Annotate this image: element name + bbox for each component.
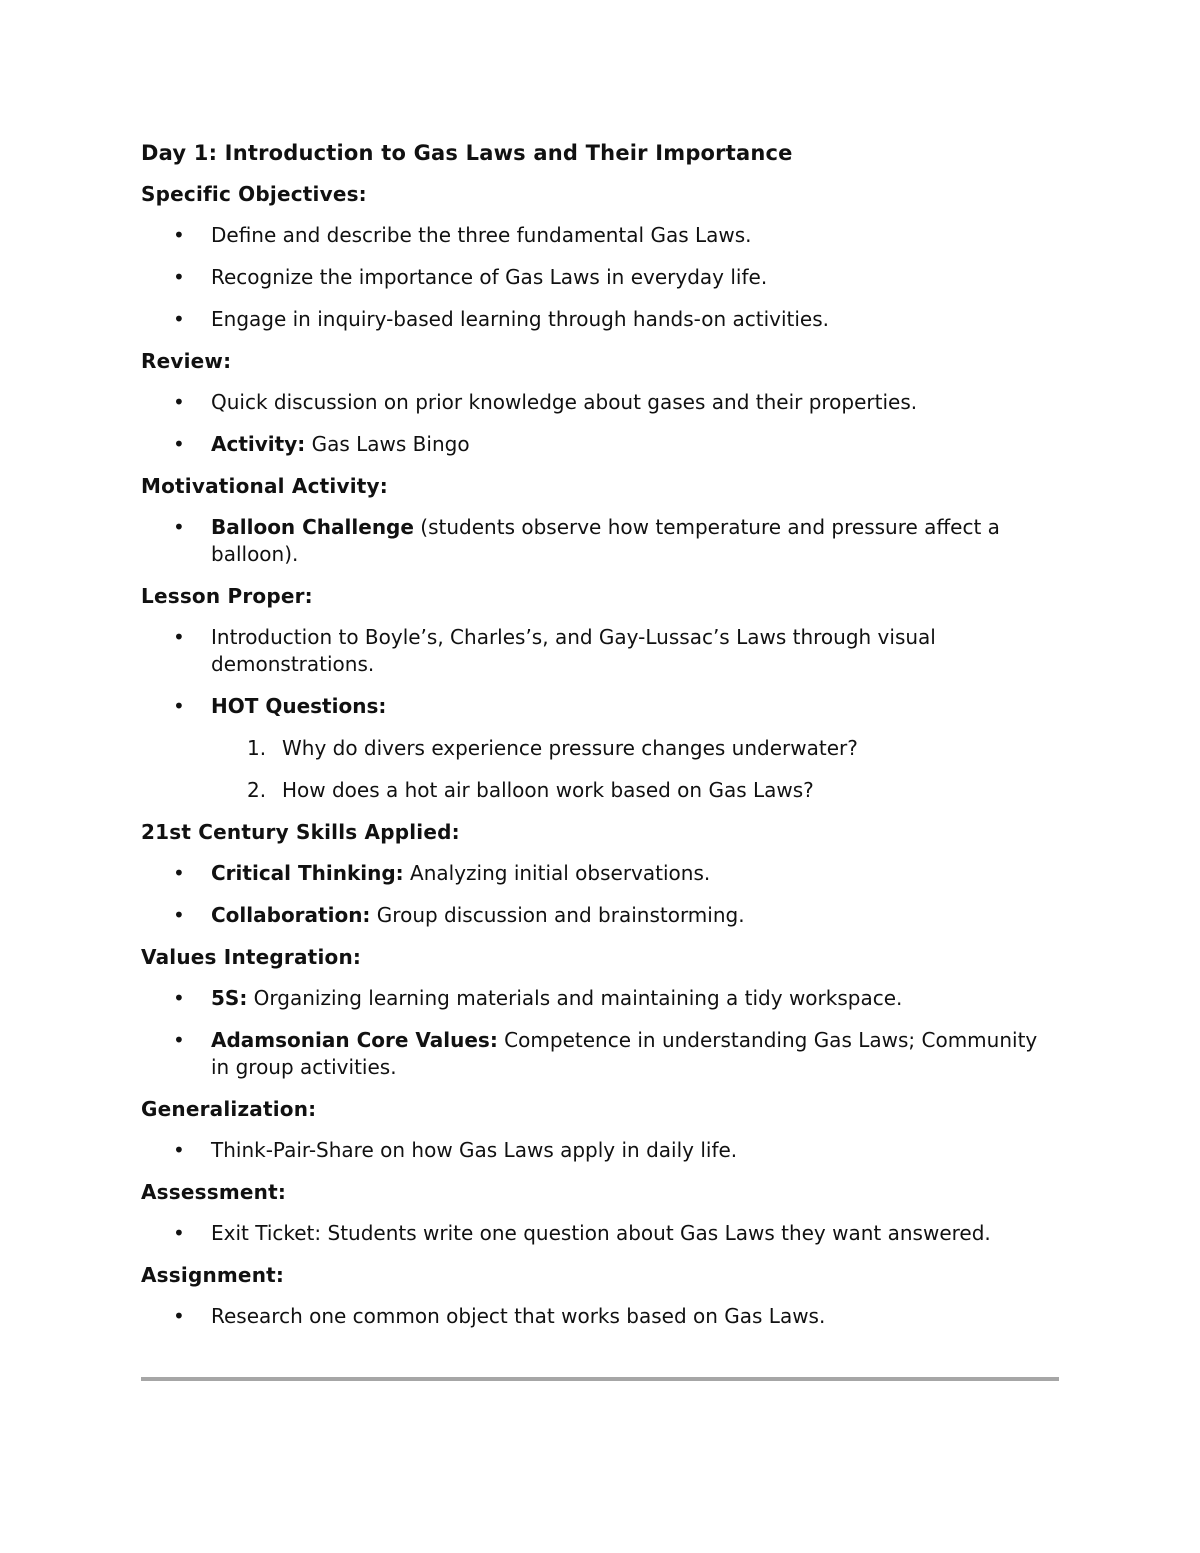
lesson-heading: Lesson Proper:: [141, 584, 313, 608]
list-item: [141, 902, 1059, 929]
item-text: Gas Laws Bingo: [305, 432, 470, 456]
list-item: • Quick discussion on prior knowledge about gases and their properties.: [141, 389, 1059, 416]
objectives-heading: Specific Objectives:: [141, 182, 367, 206]
list-item: [141, 693, 1059, 804]
item-text: Organizing learning materials and maintaining a tidy workspace.: [247, 986, 903, 1010]
values-list: [141, 985, 1059, 1081]
horizontal-rule: [141, 1377, 1059, 1381]
item-text: How does a hot air balloon work based on Gas Laws?: [282, 778, 814, 802]
list-item: [141, 1027, 1059, 1081]
assessment-heading: Assessment:: [141, 1180, 287, 1204]
assignment-heading: Assignment:: [141, 1263, 285, 1287]
skills-list: [141, 860, 1059, 929]
lesson-list: [141, 624, 1059, 804]
item-bold-lead: Collaboration:: [211, 903, 371, 927]
item-text: (students observe how temperature and pressure affect a balloon).: [211, 515, 1000, 566]
hot-questions-list: [211, 735, 1059, 804]
list-item: • Engage in inquiry-based learning through hands-on activities.: [141, 306, 1059, 333]
list-item: [141, 514, 1059, 568]
item-bold-lead: HOT Questions:: [211, 694, 387, 718]
page-title: Day 1: Introduction to Gas Laws and Their Importance: [141, 141, 793, 165]
objectives-list: [141, 222, 1059, 333]
numbered-item: [211, 777, 1059, 804]
values-heading: Values Integration:: [141, 945, 362, 969]
motivational-heading: Motivational Activity:: [141, 474, 388, 498]
numbered-item: [211, 735, 1059, 762]
assignment-list: [141, 1303, 1059, 1330]
item-text: Why do divers experience pressure changes underwater?: [282, 736, 858, 760]
item-number: 1.: [247, 736, 267, 760]
list-item: • Introduction to Boyle’s, Charles’s, and Gay-Lussac’s Laws through visual demonstrations.: [141, 624, 1059, 678]
skills-heading: 21st Century Skills Applied:: [141, 820, 460, 844]
motivational-list: [141, 514, 1059, 568]
item-bold-lead: 5S:: [211, 986, 248, 1010]
item-text: Analyzing initial observations.: [403, 861, 711, 885]
generalization-list: [141, 1137, 1059, 1164]
assessment-list: [141, 1220, 1059, 1247]
list-item: • Research one common object that works based on Gas Laws.: [141, 1303, 1059, 1330]
item-text: Group discussion and brainstorming.: [370, 903, 745, 927]
item-bold-lead: Critical Thinking:: [211, 861, 404, 885]
review-list: [141, 389, 1059, 458]
list-item: [141, 431, 1059, 458]
review-heading: Review:: [141, 349, 232, 373]
item-number: 2.: [247, 778, 267, 802]
list-item: • Recognize the importance of Gas Laws in everyday life.: [141, 264, 1059, 291]
list-item: • Exit Ticket: Students write one question about Gas Laws they want answered.: [141, 1220, 1059, 1247]
generalization-heading: Generalization:: [141, 1097, 317, 1121]
document-page: [141, 138, 1059, 1344]
item-bold-lead: Activity:: [211, 432, 306, 456]
list-item: • Think-Pair-Share on how Gas Laws apply in daily life.: [141, 1137, 1059, 1164]
list-item: [141, 985, 1059, 1012]
item-bold-lead: Balloon Challenge: [211, 515, 414, 539]
item-bold-lead: Adamsonian Core Values:: [211, 1028, 498, 1052]
list-item: [141, 860, 1059, 887]
list-item: • Define and describe the three fundamental Gas Laws.: [141, 222, 1059, 249]
item-text: Competence in understanding Gas Laws; Community in group activities.: [211, 1028, 1038, 1079]
